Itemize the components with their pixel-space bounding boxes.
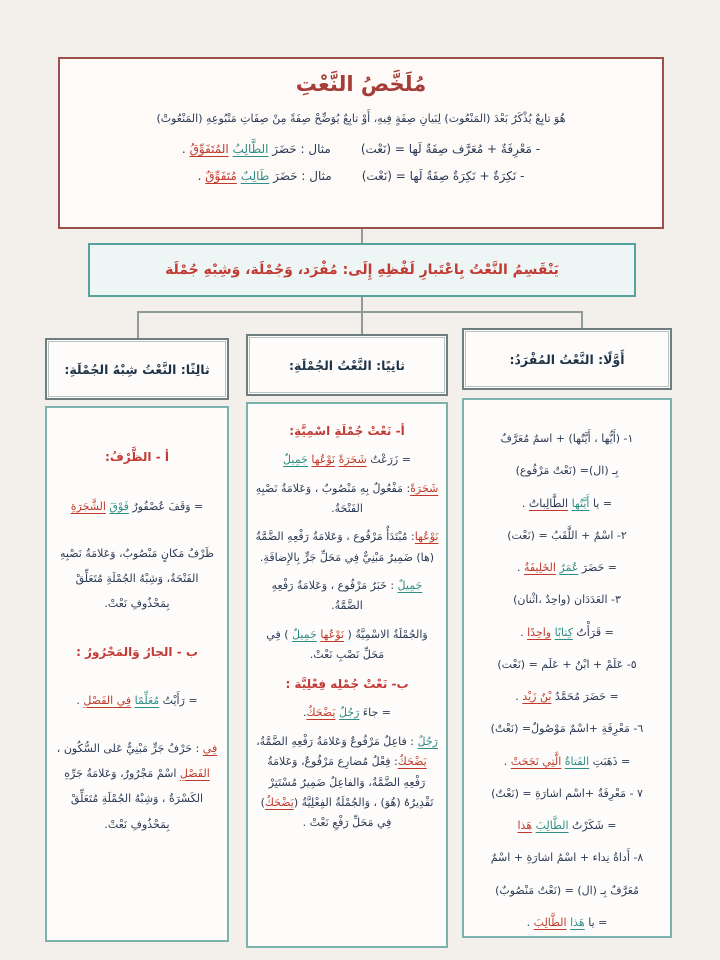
- text-segment: يَضْحَكُ: [397, 755, 427, 769]
- text-segment: واحِدًا: [527, 625, 552, 639]
- text-segment: = يا: [589, 496, 613, 510]
- text-block: [255, 703, 439, 723]
- text-segment: مثال : حَضَرَ: [268, 141, 331, 156]
- text-segment: .: [516, 561, 524, 574]
- connector-line: [137, 311, 582, 313]
- text-block: [255, 625, 439, 666]
- text-segment: فَوْقَ: [109, 499, 129, 513]
- text-segment: .: [197, 168, 206, 183]
- text-segment: بْنُ زَيْد: [522, 690, 552, 703]
- text-segment: ) فِي مَحَلِّ رَفْعِ نَعْتْ .: [257, 795, 392, 830]
- text-block: [472, 526, 662, 545]
- section-heading: [255, 673, 439, 695]
- text-segment: هَذا: [570, 915, 585, 929]
- text-block: [252, 479, 439, 520]
- page-title: مُلَخَّصُ النَّعْتِ: [295, 72, 427, 96]
- text-block: [55, 688, 219, 713]
- connector-line: [137, 311, 139, 338]
- text-block: [472, 881, 662, 900]
- connector-line: [361, 229, 363, 243]
- text-segment: - مَعْرِفَةٌ + مُعَرَّف صِفَةٌ لَها = (نَعْت): [360, 141, 541, 156]
- column-header-sentence-naat: ثانِيًا: النَّعْتُ الجُمْلَةِ:: [246, 334, 448, 396]
- text-segment: اسْمْ مَجْرُورٌ، وَعَلامَةُ جَرِّهِ الكَسْرَةُ ، وَشِبْهُ الجُمْلَةِ مُتَعَلِّقْ بِمَحْذُوفِ نَعْتْ.: [60, 766, 204, 831]
- column-body-sentence-naat: [246, 402, 448, 948]
- text-segment: = قَرَأْتُ: [572, 625, 614, 639]
- text-segment: الطَّالِبُ: [232, 141, 269, 156]
- text-segment: مُعَلِّمًا: [134, 694, 160, 708]
- text-segment: ٦- مَعْرِفَةِ +اسْمٌ مَوْصُولٌ= (نَعْتٌ): [490, 722, 644, 736]
- division-banner: [88, 243, 636, 297]
- text-segment: : فاعِلٌ مَرْفُوعٌ وَعَلامَةُ رَفْعِهِ الضَّمَّةُ،: [252, 734, 418, 748]
- text-segment: = زَرَعْتُ: [366, 453, 411, 467]
- section-heading: [55, 444, 219, 472]
- text-block: [255, 576, 439, 617]
- text-block: [472, 687, 662, 706]
- connector-line: [361, 311, 363, 334]
- text-segment: يَضْحَكُ: [306, 706, 336, 720]
- text-segment: رَجُلٌ: [338, 706, 360, 720]
- text-block: [472, 429, 662, 448]
- text-segment: : فِعْلٌ مُضارِع مَرْفُوعٌ، وَعَلامَةُ رَفْعِهِ الضَّمَّةُ، وَالفاعِلُ ضَمِيرٌ مُسْتَتِرْ تَقْدِيرُهُ (هُوَ) ، وَالجُمْلَةُ الفِعْلِيَّةُ (: [263, 755, 434, 809]
- text-segment: ٥- عَلَمْ + ابْنُ + عَلَم = (نَعْت): [497, 657, 637, 671]
- text-segment: ٧ - مَعْرِفَةٌ +اسْم اشارَةِ = (نَعْتٌ): [491, 786, 643, 800]
- text-block: [472, 752, 662, 771]
- text-segment: أَيَّتُها: [571, 496, 590, 510]
- text-segment: الشَّجَرَةِ: [70, 499, 106, 513]
- text-segment: = يا: [584, 915, 608, 929]
- text-segment: ب - الجارُ وَالمَجْرُورُ :: [76, 644, 198, 659]
- text-block: [472, 719, 662, 738]
- section-heading: [255, 420, 439, 442]
- text-segment: هَذا: [517, 819, 533, 832]
- text-block: [55, 494, 219, 519]
- text-segment: .: [76, 694, 84, 708]
- text-block: [472, 913, 662, 932]
- section-heading: [55, 639, 219, 667]
- text-segment: نَوْعُها: [311, 453, 336, 467]
- text-segment: : مَفْعُولٌ بِهِ مَنْصُوبٌ ، وَعَلامَةُ نَصْبِهِ الفَتْحَةُ.: [252, 481, 411, 515]
- text-segment: كِتابًا: [554, 625, 573, 639]
- definition-text: هُوَ تابِعٌ يُذْكَرُ بَعْدَ (المَنْعُوت) لِبَيانِ صِفَةٍ فِيهِ، أَوْ تابِعٌ يُوَضِّحْ صِفَةً مِنْ صِفَاتِ مَتْبُوعِهِ (المَنْعُوتْ): [156, 112, 566, 125]
- text-segment: نَوْعُها: [414, 530, 439, 544]
- text-segment: وَالجُمْلَةُ الاسْمِيَّةُ (: [344, 627, 428, 641]
- text-block: [472, 461, 662, 480]
- text-segment: جَمِيلٌ: [292, 627, 317, 641]
- text-segment: أ - الظَّرْفُ:: [105, 450, 169, 464]
- text-segment: ٣- العَدَدَان (واحِدٌ ،اثْنان): [513, 593, 621, 607]
- column-header-quasi-sentence-naat: ثالِثًا: النَّعْتُ شِبْهُ الجُمْلَةِ:: [45, 338, 229, 400]
- text-segment: مُتَفَوِّقٌ: [205, 168, 237, 183]
- text-segment: .: [181, 141, 190, 156]
- division-banner-text: يَنْقَسِمُ النَّعْتُ بِاعْتَبارِ لَفْظِهِ إِلَى: مُفْرَد، وَجُمْلَة، وَشِبْهِ جُمْلَة: [165, 262, 559, 278]
- text-segment: .: [520, 625, 528, 639]
- text-segment: الفَصْلِ: [179, 766, 210, 780]
- text-block: [472, 590, 662, 609]
- text-segment: = حَضَرَ مُحَمَّدُ: [551, 690, 619, 703]
- text-segment: : خَبَرٌ مَرْفُوع ، وَعَلامَةُ رَفْعِهِ الضَّمَّةُ.: [268, 578, 398, 613]
- text-segment: يَضْحَكُ: [264, 795, 294, 809]
- column-body-quasi-sentence-naat: [45, 406, 229, 942]
- text-segment: عُمَرُ: [559, 561, 579, 574]
- text-block: [252, 732, 439, 834]
- text-segment: - نَكِرَةٌ + نَكِرَةٌ صِفَةٌ لَها = (نَعْت): [361, 168, 525, 183]
- text-segment: فِي: [202, 741, 218, 755]
- connector-line: [361, 297, 363, 311]
- text-segment: = جاءَ: [359, 706, 391, 720]
- text-segment: الطَّالِبَ: [533, 915, 567, 929]
- text-block: [472, 558, 662, 577]
- text-segment: .: [303, 706, 307, 720]
- text-block: [472, 848, 662, 867]
- text-segment: الفَتاةُ: [564, 754, 590, 768]
- text-segment: جَمِيلٌ: [283, 453, 308, 467]
- text-segment: .: [515, 690, 523, 703]
- text-segment: طَالِبٌ: [240, 168, 270, 183]
- text-segment: الطَّالِبَ: [535, 819, 569, 832]
- text-segment: أ- نَعْتْ جُمْلَةِ اسْمِيَّةِ:: [289, 424, 405, 438]
- rule-line-definite: [60, 142, 662, 156]
- text-segment: جَمِيلٌ: [397, 578, 423, 592]
- text-block: [472, 623, 662, 642]
- column-header-single-word-naat: أَوَّلًا: النَّعْتُ المُفْرَدُ:: [462, 328, 672, 390]
- text-segment: المُتَفَوِّقُ: [189, 141, 229, 156]
- text-segment: شَجَرَةً: [410, 481, 439, 495]
- text-segment: رَجُلٌ: [417, 734, 438, 748]
- text-block: [55, 736, 219, 837]
- text-block: [472, 816, 662, 835]
- text-segment: مثال : حَضَرَ: [269, 168, 332, 183]
- text-segment: الطَّالِباتُ: [528, 496, 569, 510]
- text-block: [472, 784, 662, 803]
- text-segment: = ذَهَبَتِ: [589, 754, 631, 768]
- title-box: [58, 57, 664, 229]
- text-segment: : حَرْفُ جَرٍّ مَبْنِيٌّ عَلى السُّكُون ،: [53, 741, 203, 755]
- text-block: [55, 541, 219, 617]
- text-block: [472, 655, 662, 674]
- text-block: [472, 494, 662, 513]
- rule-line-indefinite: [60, 169, 662, 183]
- connector-line: [581, 311, 583, 328]
- text-segment: : مُبْتَدَأٌ مَرْفُوع ، وَعَلامَةُ رَفْعِهِ الضَّمَّةُ (ها) ضَمِيرٌ مَبْنِيٌّ فِي مَحَلِّ جَرٍّ بِالإِضافَةِ.: [251, 530, 435, 564]
- text-segment: الَّتِي نَجَحَتْ: [510, 754, 562, 768]
- text-segment: ظَرْفُ مَكانٍ مَنْصُوبٌ، وَعَلامَةُ نَصْبِهِ الفَتْحَةُ، وَشِبْهُ الجُمْلَةِ مُتَعَلِّقْ بِمَحْذُوفِ نَعْتْ.: [56, 546, 214, 611]
- text-block: [255, 450, 439, 470]
- text-segment: نَوْعُها: [320, 627, 345, 641]
- text-segment: .: [503, 754, 511, 768]
- text-block: [251, 527, 439, 568]
- text-segment: = شَكَرْتُ: [568, 819, 617, 832]
- text-segment: ب- نَعْتْ جُمْلِه فِعْلِيَّة :: [285, 677, 409, 692]
- text-segment: ٨- أَداةُ نِداء + اسْمُ اشارَةِ + اسْمٌ: [490, 851, 644, 865]
- text-segment: ) فِي مَحَلِّ نَصْبِ نَعْتْ.: [262, 627, 385, 661]
- text-segment: = رَأَيْتُ: [159, 694, 198, 708]
- text-segment: ١- (أَيُّها ، أَيَّتُها) + اسمٌ مُعَرَّفٌ: [500, 432, 634, 445]
- text-segment: .: [526, 915, 534, 929]
- text-segment: شَجَرَةً: [338, 453, 367, 467]
- column-body-single-word-naat: [462, 398, 672, 938]
- text-segment: = حَضَرَ: [578, 561, 618, 574]
- text-segment: = وَقَفَ عُصْفُورٌ: [128, 499, 204, 513]
- text-segment: مُعَرَّفٌ بِـ (ال) = (نَعْتٌ مَنْصُوبٌ): [495, 883, 639, 897]
- text-segment: الخَلِيفَةُ: [523, 561, 556, 574]
- text-segment: .: [521, 496, 529, 510]
- text-segment: ٢- اسْمٌ + اللَّقَبُ = (نَعْت): [507, 528, 627, 542]
- text-segment: بِـ (ال)= (نَعْتٌ مَرْفُوع): [515, 464, 619, 478]
- text-segment: فِي الفَصْلِ: [83, 694, 132, 708]
